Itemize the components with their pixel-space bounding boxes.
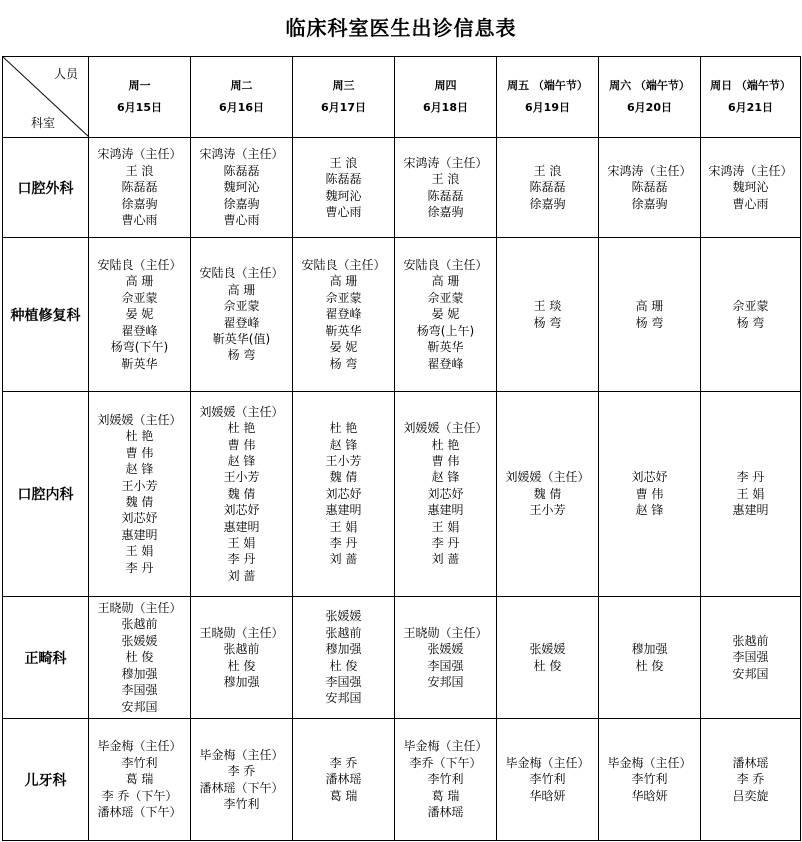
doctor-name: 魏 倩: [125, 495, 154, 509]
doctor-list-cell: [701, 392, 801, 597]
doctor-name: 毕金梅（主任）: [199, 747, 284, 762]
doctor-name: 杨弯(下午): [110, 340, 169, 355]
doctor-name: 李 乔（下午）: [101, 788, 178, 803]
doctor-name: 王 浪: [431, 172, 460, 187]
day-date: 6月15日: [117, 101, 162, 114]
day-name: 周三: [332, 79, 355, 92]
doctor-name: 高 珊: [431, 274, 460, 289]
doctor-name: 穆加强: [223, 674, 260, 689]
doctor-name: 王 娟: [329, 519, 358, 534]
doctor-name: 曹心雨: [325, 204, 362, 219]
doctor-name: 穆加强: [325, 642, 362, 657]
day-date: 6月19日: [525, 101, 570, 114]
doctor-name: 宋鸿涛（主任）: [708, 163, 793, 178]
doctor-name: 赵 锋: [635, 503, 664, 518]
doctor-name: 曹 伟: [635, 486, 664, 501]
doctor-name: 李国强: [427, 658, 464, 673]
doctor-name: 张媛媛: [121, 633, 158, 648]
doctor-list-cell: [89, 597, 191, 719]
day-date: 6月16日: [219, 101, 264, 114]
doctor-name: 王小芳: [223, 470, 260, 485]
doctor-list: [529, 163, 565, 212]
doctor-name: 毕金梅（主任）: [607, 755, 692, 770]
doctor-name: 潘林瑶（下午）: [97, 805, 182, 820]
doctor-list: [607, 755, 691, 804]
doctor-name: 杜 艳: [431, 437, 460, 452]
doctor-name: 杜 俊: [125, 650, 154, 665]
doctor-name: 安邦国: [732, 666, 769, 681]
day-header-mon: [89, 57, 191, 138]
day-header-sat: [599, 57, 701, 138]
doctor-name: 李竹利: [529, 772, 566, 787]
department-name: 口腔内科: [3, 392, 89, 597]
doctor-list: [199, 747, 283, 813]
doctor-name: 华晗妍: [529, 788, 566, 803]
doctor-list-cell: [599, 138, 701, 238]
doctor-name: 刘媛媛（主任）: [97, 412, 182, 427]
doctor-name: 曹 伟: [227, 437, 256, 452]
doctor-name: 靳英华: [325, 323, 362, 338]
doctor-name: 张越前: [732, 633, 769, 648]
doctor-name: 安陆良（主任）: [403, 258, 488, 273]
doctor-list-cell: [599, 392, 701, 597]
doctor-name: 葛 瑞: [125, 772, 154, 787]
doctor-name: 王晓勋（主任）: [97, 601, 182, 616]
doctor-name: 李 丹: [329, 536, 358, 551]
doctor-list-cell: [89, 238, 191, 392]
doctor-name: 惠建明: [427, 503, 464, 518]
day-name: 周六 （端午节）: [609, 79, 690, 92]
doctor-name: 翟登峰: [223, 315, 260, 330]
doctor-name: 魏珂沁: [223, 180, 260, 195]
doctor-name: 惠建明: [223, 519, 260, 534]
doctor-name: 陈磊磊: [427, 188, 464, 203]
doctor-list: [199, 146, 283, 228]
doctor-name: 佘亚蒙: [325, 290, 362, 305]
doctor-name: 高 珊: [635, 299, 664, 314]
department-row: [3, 392, 801, 597]
doctor-name: 张媛媛: [529, 642, 566, 657]
doctor-name: 陈磊磊: [223, 163, 260, 178]
doctor-name: 张越前: [223, 642, 260, 657]
doctor-list-cell: [89, 392, 191, 597]
department-row: [3, 597, 801, 719]
doctor-list: [631, 641, 667, 674]
doctor-name: 惠建明: [732, 503, 769, 518]
doctor-list: [325, 420, 361, 568]
doctor-name: 杨 弯: [533, 315, 562, 330]
doctor-name: 李乔（下午）: [409, 755, 482, 770]
doctor-list-cell: [395, 392, 497, 597]
doctor-name: 佘亚蒙: [223, 299, 260, 314]
doctor-name: 刘芯妤: [631, 470, 668, 485]
doctor-name: 李国强: [325, 674, 362, 689]
doctor-name: 王 娟: [125, 544, 154, 559]
header-row: [3, 57, 801, 138]
doctor-name: 赵 锋: [227, 453, 256, 468]
doctor-name: 杜 艳: [329, 421, 358, 436]
doctor-list-cell: [293, 719, 395, 841]
doctor-name: 陈磊磊: [325, 172, 362, 187]
day-name: 周一: [128, 79, 151, 92]
doctor-list: [301, 257, 385, 372]
doctor-name: 杜 俊: [635, 658, 664, 673]
doctor-list: [199, 404, 283, 584]
doctor-list: [97, 257, 181, 372]
doctor-name: 杜 艳: [227, 421, 256, 436]
doctor-name: 安陆良（主任）: [97, 258, 182, 273]
doctor-list: [199, 265, 283, 363]
doctor-list: [403, 738, 487, 820]
day-date: 6月17日: [321, 101, 366, 114]
doctor-name: 吕奕旋: [732, 788, 769, 803]
doctor-name: 李竹利: [121, 755, 158, 770]
doctor-list: [732, 633, 768, 682]
doctor-list-cell: [701, 138, 801, 238]
doctor-list-cell: [293, 392, 395, 597]
doctor-name: 安邦国: [325, 691, 362, 706]
doctor-list-cell: [395, 238, 497, 392]
day-header-fri: [497, 57, 599, 138]
doctor-name: 赵 锋: [329, 437, 358, 452]
doctor-name: 穆加强: [121, 666, 158, 681]
day-name: 周四: [434, 79, 457, 92]
doctor-list-cell: [599, 597, 701, 719]
doctor-list-cell: [701, 597, 801, 719]
doctor-name: 刘 蔷: [227, 568, 256, 583]
doctor-name: 魏珂沁: [325, 188, 362, 203]
doctor-name: 李 乔: [329, 755, 358, 770]
doctor-name: 高 珊: [227, 282, 256, 297]
day-header-sun: [701, 57, 801, 138]
doctor-name: 潘林瑶: [325, 772, 362, 787]
doctor-list-cell: [497, 138, 599, 238]
day-date: 6月18日: [423, 101, 468, 114]
doctor-list-cell: [497, 238, 599, 392]
doctor-name: 李 丹: [431, 536, 460, 551]
doctor-list-cell: [293, 138, 395, 238]
doctor-name: 宋鸿涛（主任）: [97, 147, 182, 162]
doctor-list-cell: [395, 138, 497, 238]
doctor-name: 刘芯妤: [223, 503, 260, 518]
doctor-name: 佘亚蒙: [121, 290, 158, 305]
doctor-list: [505, 755, 589, 804]
doctor-name: 张媛媛: [325, 609, 362, 624]
doctor-name: 王 浪: [533, 163, 562, 178]
department-row: [3, 719, 801, 841]
doctor-name: 王小芳: [529, 503, 566, 518]
day-date: 6月21日: [728, 101, 773, 114]
doctor-list: [732, 298, 768, 331]
doctor-name: 曹 伟: [431, 453, 460, 468]
doctor-name: 徐嘉驹: [427, 204, 464, 219]
doctor-name: 王晓勋（主任）: [403, 625, 488, 640]
corner-label-department: 科室: [31, 116, 56, 130]
doctor-name: 佘亚蒙: [427, 290, 464, 305]
doctor-list: [403, 155, 487, 221]
doctor-name: 李 乔: [227, 764, 256, 779]
doctor-name: 王 浪: [125, 163, 154, 178]
department-name: 儿牙科: [3, 719, 89, 841]
doctor-name: 翟登峰: [427, 356, 464, 371]
doctor-name: 佘亚蒙: [732, 299, 769, 314]
department-name: 口腔外科: [3, 138, 89, 238]
doctor-name: 安陆良（主任）: [301, 258, 386, 273]
doctor-name: 宋鸿涛（主任）: [199, 147, 284, 162]
doctor-list-cell: [701, 238, 801, 392]
doctor-name: 葛 瑞: [431, 788, 460, 803]
doctor-name: 李 丹: [125, 560, 154, 575]
doctor-name: 穆加强: [631, 642, 668, 657]
doctor-list: [529, 641, 565, 674]
doctor-name: 魏 倩: [227, 486, 256, 501]
corner-label-personnel: 人员: [53, 67, 78, 81]
doctor-name: 王晓勋（主任）: [199, 625, 284, 640]
doctor-name: 王 娟: [227, 536, 256, 551]
day-name: 周日 （端午节）: [710, 79, 791, 92]
doctor-list: [97, 738, 181, 820]
doctor-name: 刘媛媛（主任）: [199, 404, 284, 419]
doctor-name: 杨 弯: [736, 315, 765, 330]
doctor-name: 李竹利: [631, 772, 668, 787]
doctor-list: [97, 412, 181, 576]
doctor-name: 杜 艳: [125, 429, 154, 444]
doctor-name: 魏 倩: [329, 470, 358, 485]
doctor-name: 张越前: [121, 617, 158, 632]
doctor-list-cell: [395, 597, 497, 719]
doctor-name: 魏珂沁: [732, 180, 769, 195]
doctor-name: 王小芳: [325, 453, 362, 468]
doctor-name: 晏 妮: [329, 340, 358, 355]
doctor-list-cell: [497, 597, 599, 719]
doctor-list: [325, 608, 361, 706]
doctor-list-cell: [497, 392, 599, 597]
doctor-list: [708, 163, 792, 212]
doctor-list: [403, 625, 487, 691]
doctor-name: 曹心雨: [121, 213, 158, 228]
doctor-list-cell: [293, 597, 395, 719]
doctor-list: [97, 600, 181, 715]
doctor-name: 杜 俊: [329, 658, 358, 673]
day-name: 周五 （端午节）: [507, 79, 588, 92]
doctor-name: 赵 锋: [431, 470, 460, 485]
doctor-list-cell: [497, 719, 599, 841]
doctor-name: 惠建明: [325, 503, 362, 518]
doctor-name: 李 丹: [227, 552, 256, 567]
doctor-name: 杜 俊: [227, 658, 256, 673]
doctor-name: 李 乔: [736, 772, 765, 787]
doctor-name: 王 娟: [736, 486, 765, 501]
doctor-name: 徐嘉驹: [529, 196, 566, 211]
doctor-list: [631, 469, 667, 518]
doctor-name: 杜 俊: [533, 658, 562, 673]
doctor-name: 赵 锋: [125, 462, 154, 477]
doctor-name: 杨弯(上午): [416, 323, 475, 338]
doctor-name: 潘林瑶: [732, 755, 769, 770]
doctor-list-cell: [701, 719, 801, 841]
doctor-name: 高 珊: [125, 274, 154, 289]
doctor-name: 华晗妍: [631, 788, 668, 803]
doctor-name: 刘芯妤: [121, 511, 158, 526]
day-date: 6月20日: [627, 101, 672, 114]
doctor-name: 曹心雨: [223, 213, 260, 228]
doctor-list-cell: [293, 238, 395, 392]
doctor-list: [505, 469, 589, 518]
doctor-name: 晏 妮: [125, 307, 154, 322]
doctor-list-cell: [89, 138, 191, 238]
doctor-name: 葛 瑞: [329, 788, 358, 803]
doctor-list: [607, 163, 691, 212]
day-name: 周二: [230, 79, 253, 92]
doctor-name: 杨 弯: [329, 356, 358, 371]
doctor-name: 刘 蔷: [329, 552, 358, 567]
doctor-name: 曹 伟: [125, 445, 154, 460]
doctor-list: [403, 257, 487, 372]
doctor-name: 李竹利: [427, 772, 464, 787]
doctor-name: 王 浪: [329, 155, 358, 170]
doctor-list: [97, 146, 181, 228]
doctor-list: [636, 298, 664, 331]
doctor-list: [325, 755, 361, 804]
doctor-name: 王 琰: [533, 299, 562, 314]
doctor-name: 靳英华(值): [212, 331, 271, 346]
doctor-name: 徐嘉驹: [121, 196, 158, 211]
page-title: 临床科室医生出诊信息表: [285, 16, 517, 40]
doctor-list: [732, 755, 768, 804]
doctor-list: [199, 625, 283, 691]
doctor-list-cell: [599, 719, 701, 841]
doctor-list-cell: [191, 138, 293, 238]
doctor-name: 徐嘉驹: [223, 196, 260, 211]
doctor-name: 毕金梅（主任）: [403, 739, 488, 754]
doctor-list-cell: [191, 719, 293, 841]
doctor-name: 刘 蔷: [431, 552, 460, 567]
doctor-name: 靳英华: [427, 340, 464, 355]
doctor-name: 靳英华: [121, 356, 158, 371]
day-header-thu: [395, 57, 497, 138]
department-row: [3, 138, 801, 238]
doctor-name: 宋鸿涛（主任）: [607, 163, 692, 178]
doctor-name: 宋鸿涛（主任）: [403, 155, 488, 170]
doctor-name: 毕金梅（主任）: [97, 739, 182, 754]
corner-cell: [3, 57, 89, 138]
department-name: 种植修复科: [3, 238, 89, 392]
doctor-name: 刘媛媛（主任）: [403, 421, 488, 436]
doctor-name: 潘林瑶（下午）: [199, 780, 284, 795]
doctor-name: 翟登峰: [121, 323, 158, 338]
doctor-list: [732, 469, 768, 518]
doctor-list-cell: [191, 392, 293, 597]
doctor-name: 陈磊磊: [121, 180, 158, 195]
doctor-name: 陈磊磊: [631, 180, 668, 195]
doctor-name: 张媛媛: [427, 642, 464, 657]
doctor-name: 晏 妮: [431, 307, 460, 322]
doctor-name: 安陆良（主任）: [199, 266, 284, 281]
doctor-name: 翟登峰: [325, 307, 362, 322]
doctor-name: 徐嘉驹: [631, 196, 668, 211]
doctor-list: [534, 298, 562, 331]
doctor-list-cell: [191, 597, 293, 719]
doctor-name: 安邦国: [121, 699, 158, 714]
doctor-name: 王小芳: [121, 478, 158, 493]
doctor-name: 李国强: [121, 683, 158, 698]
doctor-name: 安邦国: [427, 674, 464, 689]
department-row: [3, 238, 801, 392]
doctor-name: 杨 弯: [227, 348, 256, 363]
schedule-table: [2, 56, 801, 841]
day-header-tue: [191, 57, 293, 138]
doctor-list: [325, 155, 361, 221]
doctor-name: 李竹利: [223, 796, 260, 811]
doctor-name: 刘芯妤: [427, 486, 464, 501]
doctor-name: 曹心雨: [732, 196, 769, 211]
doctor-name: 魏 倩: [533, 486, 562, 501]
doctor-name: 杨 弯: [635, 315, 664, 330]
doctor-list-cell: [89, 719, 191, 841]
doctor-name: 毕金梅（主任）: [505, 755, 590, 770]
doctor-name: 高 珊: [329, 274, 358, 289]
doctor-list-cell: [191, 238, 293, 392]
doctor-name: 李国强: [732, 650, 769, 665]
doctor-list-cell: [599, 238, 701, 392]
department-name: 正畸科: [3, 597, 89, 719]
day-header-wed: [293, 57, 395, 138]
doctor-name: 刘媛媛（主任）: [505, 470, 590, 485]
doctor-name: 刘芯妤: [325, 486, 362, 501]
doctor-name: 潘林瑶: [427, 805, 464, 820]
doctor-name: 陈磊磊: [529, 180, 566, 195]
doctor-name: 张越前: [325, 625, 362, 640]
doctor-name: 王 娟: [431, 519, 460, 534]
doctor-name: 李 丹: [736, 470, 765, 485]
doctor-name: 惠建明: [121, 527, 158, 542]
doctor-list: [403, 420, 487, 568]
doctor-list-cell: [395, 719, 497, 841]
